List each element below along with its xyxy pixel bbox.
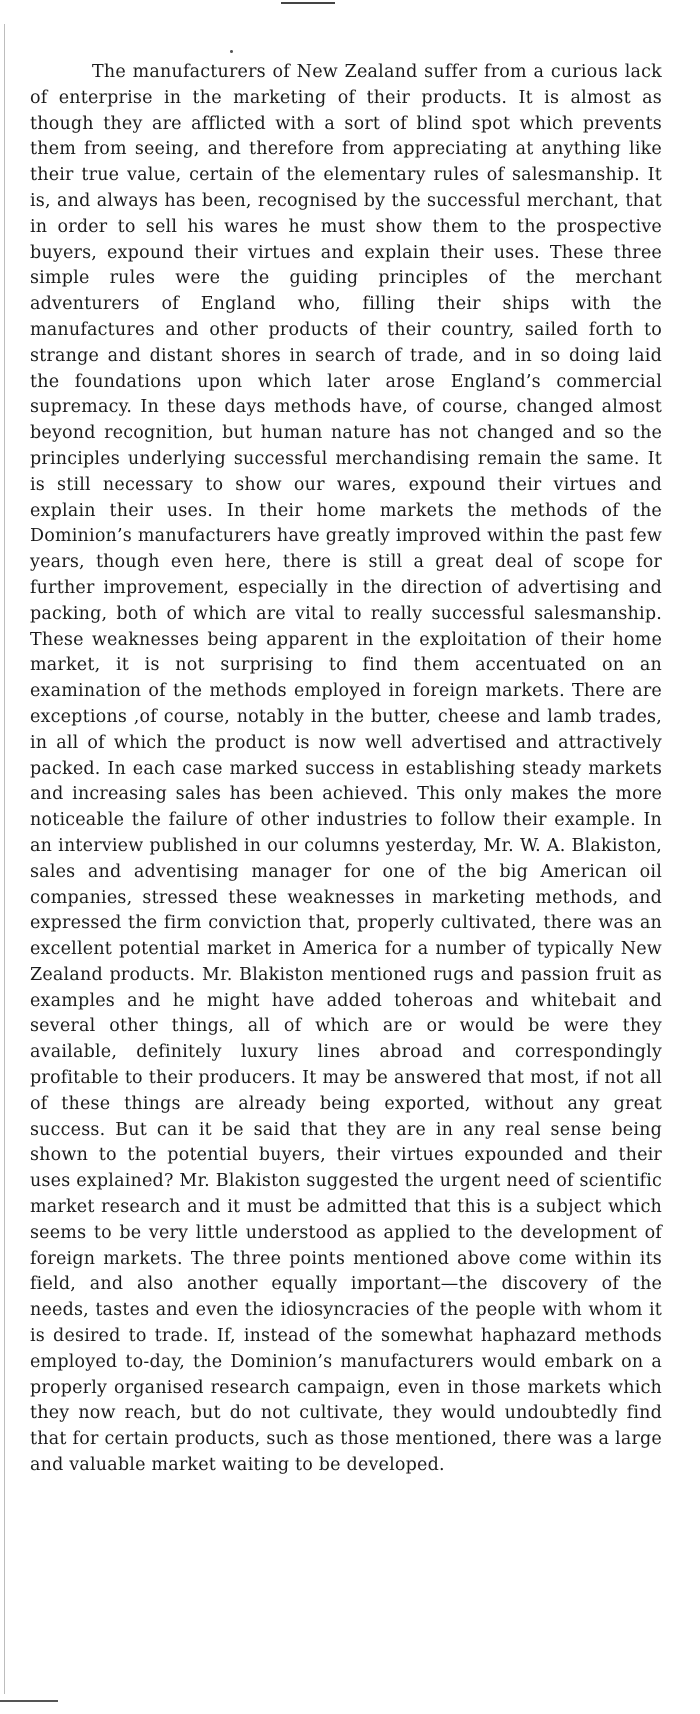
bottom-rule: [0, 1700, 58, 1702]
article-paragraph: The manufacturers of New Zealand suffer from a curious lack of enterprise in the marketing of their products. It is almost as though they are afflicted with a sort of blind spot which prevents them from seeing, and therefore from appreciating at anything like their true value, certain of the elementary rules of salesmanship. It is, and always has been, recognised by the successful merchant, that in order to sell his wares he must show them to the prospective buyers, expound their virtues and explain their uses. These three simple rules were the guiding principles of the merchant adventurers of England who, filling their ships with the manufactures and other products of their country, sailed forth to strange and distant shores in search of trade, and in so doing laid the foundations upon which later arose England’s commercial supremacy. In these days methods have, of course, changed almost beyond recognition, but human nature has not changed and so the principles underlying successful merchandising remain the same. It is still necessary to show our wares, expound their virtues and explain their uses. In their home markets the methods of the Dominion’s manufacturers have greatly improved within the past few years, though even here, there is still a great deal of scope for further improvement, especially in the direction of advertising and packing, both of which are vital to really successful salesmanship. These weaknesses being apparent in the exploitation of their home market, it is not surprising to find them accentuated on an examination of the methods employed in foreign markets. There are exceptions ,of course, notably in the butter, cheese and lamb trades, in all of which the product is now well advertised and attractively packed. In each case marked success in establishing steady markets and increasing sales has been achieved. This only makes the more noticeable the failure of other industries to follow their example. In an interview published in our columns yesterday, Mr. W. A. Blakiston, sales and adventising manager for one of the big American oil companies, stressed these weaknesses in marketing methods, and expressed the firm conviction that, properly cultivated, there was an excellent potential market in America for a number of typically New Zealand products. Mr. Blakiston mentioned rugs and passion fruit as examples and he might have added toheroas and whitebait and several other things, all of which are or would be were they available, definitely luxury lines abroad and correspondingly profitable to their producers. It may be answered that most, if not all of these things are already being exported, without any great success. But can it be said that they are in any real sense being shown to the potential buyers, their virtues expounded and their uses explained? Mr. Blakiston suggested the urgent need of scientific market research and it must be admitted that this is a subject which seems to be very little understood as applied to the development of foreign markets. The three points mentioned above come within its field, and also another equally important—the discovery of the needs, tastes and even the idiosyncracies of the people with whom it is desired to trade. If, instead of the somewhat haphazard methods employed to-day, the Dominion’s manufacturers would embark on a properly organised research campaign, even in those markets which they now reach, but do not cultivate, they would undoubtedly find that for certain products, such as those mentioned, there was a large and valuable market waiting to be developed.: [30, 62, 662, 1476]
print-speck: [230, 50, 233, 53]
top-rule: [281, 2, 335, 4]
column-edge-line: [4, 24, 5, 1694]
